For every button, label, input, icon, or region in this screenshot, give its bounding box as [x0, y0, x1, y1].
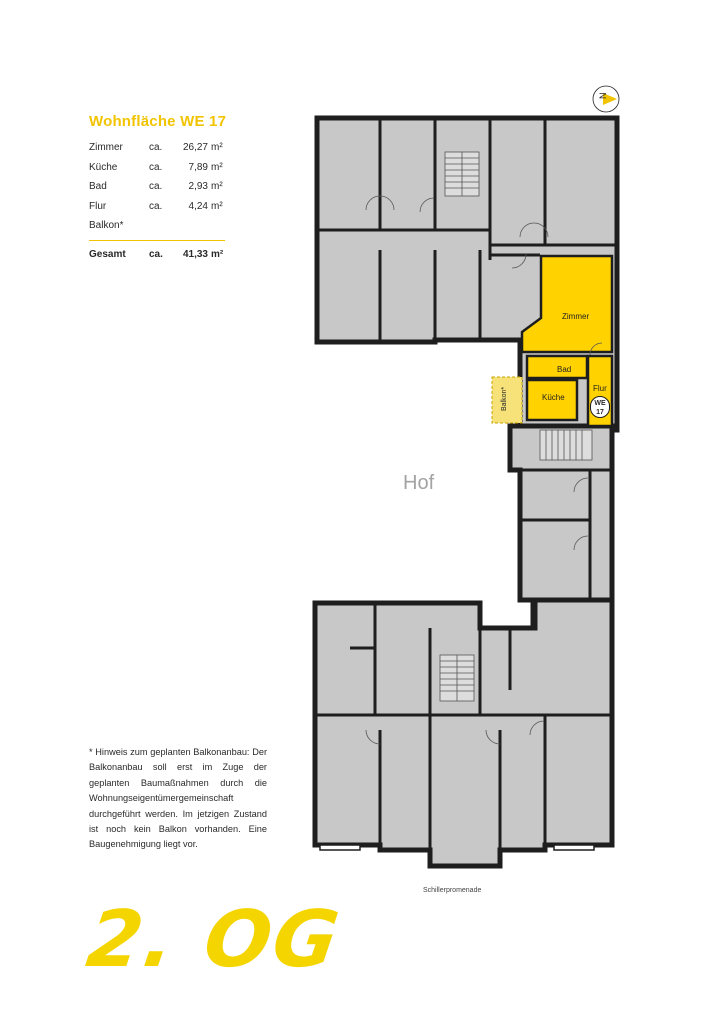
area-row-unit: m² — [211, 200, 223, 212]
area-total-ca: ca. — [149, 248, 163, 260]
stairwell-north — [445, 152, 479, 196]
area-row-unit: m² — [211, 181, 223, 192]
courtyard-label: Hof — [403, 472, 435, 494]
area-row-name: Zimmer — [89, 142, 123, 153]
floor-title: 2. OG — [81, 895, 346, 985]
room-label-balkon: Balkon* — [501, 386, 508, 411]
room-label-kueche: Küche — [542, 393, 565, 402]
area-row-ca: ca. — [149, 161, 163, 173]
stairwell-east — [540, 430, 592, 460]
unit-badge-line1: WE — [594, 400, 606, 407]
area-row-name: Küche — [89, 161, 118, 173]
area-row-name: Bad — [89, 181, 107, 192]
area-row-ca: ca. — [149, 181, 163, 192]
area-row-value: 7,89 — [188, 161, 208, 173]
south-wing-shell — [315, 600, 612, 866]
area-row-name: Flur — [89, 200, 107, 212]
area-summary-title: Wohnfläche WE 17 — [89, 113, 227, 130]
unit-badge — [590, 396, 610, 418]
room-label-zimmer: Zimmer — [562, 312, 590, 321]
area-row-value: 2,93 — [188, 181, 208, 192]
area-row-value: 4,24 — [188, 200, 208, 212]
compass-letter: N — [598, 92, 608, 99]
room-label-flur: Flur — [593, 384, 607, 393]
area-row-unit: m² — [211, 142, 223, 153]
area-row-unit: m² — [211, 161, 223, 173]
area-total-unit: m² — [211, 248, 224, 260]
area-row-ca: ca. — [149, 142, 163, 153]
stairwell-south — [440, 655, 474, 701]
area-total-name: Gesamt — [89, 248, 126, 260]
room-label-bad: Bad — [557, 365, 572, 374]
area-total-value: 41,33 — [182, 248, 208, 260]
area-row-ca: ca. — [149, 200, 163, 212]
unit-badge-line2: 17 — [596, 409, 604, 416]
area-row-value: 26,27 — [182, 142, 208, 153]
balcony-note: * Hinweis zum geplanten Balkonanbau: Der Balkonanbau soll erst im Zuge der geplanten Baumaßnahmen durch die Wohnungseigentümergemeinschaft durchgeführt werden. Im jetzigen Zustand ist noch kein Balkon vorhanden. Eine Baugenehmigung liegt vor. — [89, 747, 267, 850]
street-label: Schillerpromenade — [423, 887, 482, 894]
area-row-name: Balkon* — [89, 220, 124, 231]
